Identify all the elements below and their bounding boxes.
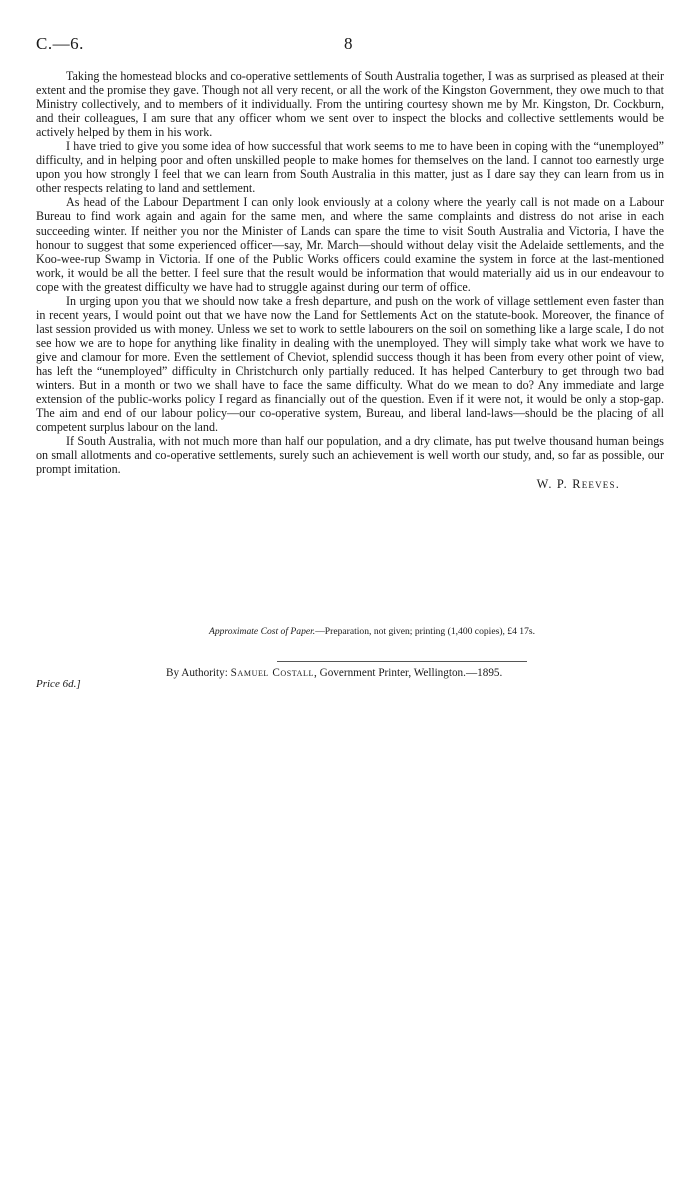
imprint [166,667,502,679]
paragraph: I have tried to give you some idea of how successful that work seems to me to have been in coping with the “unemployed” difficulty, and in helping poor and often unskilled people to make homes for themselves on the land. I cannot too earnestly urge upon you how strongly I feel that we can learn from South Australia in this matter, just as I dare say they can learn from us in other respects relating to land and settlement. [36,139,664,196]
divider [277,661,527,662]
signature: W. P. Reeves. [536,477,620,492]
imprint-suffix: , Government Printer, Wellington.—1895. [314,667,503,679]
paragraph: As head of the Labour Department I can only look enviously at a colony where the yearly call is not made on a Labour Bureau to find work again and again for the same men, and where the same complaints and distress do not arise in each succeeding winter. If neither you nor the Minister of Lands can spare the time to visit South Australia and Victoria, I have the honour to suggest that some experienced officer—say, Mr. March—should without delay visit the Adelaide settlements, and the Koo-wee-rup Swamp in Victoria. If one of the Public Works officers could examine the system in force at the last-mentioned work, it would be all the better. I feel sure that the result would be information that would materially aid us in our endeavour to cope with the greatest difficulty we have had to struggle against during our term of office. [36,195,664,294]
imprint-prefix: By Authority: [166,667,231,679]
price-note: Price 6d.] [36,678,81,690]
paragraph: Taking the homestead blocks and co-operative settlements of South Australia together, I was as surprised as pleased at their extent and the promise they gave. Though not all very recent, or all the work of the Kingston Government, they owe much to that Ministry collectively, and to members of it individually. From the untiring courtesy shown me by Mr. Kingston, Dr. Cockburn, and their colleagues, I am sure that any officer whom we sent over to inspect the blocks and collective settlements would be actively helped by them in his work. [36,69,664,140]
paragraph: In urging upon you that we should now take a fresh departure, and push on the work of village settlement even faster than in recent years, I would point out that we have now the Land for Settlements Act on the statute-book. Moreover, the finance of last session provided us with money. Unless we set to work to settle labourers on the soil on something like a large scale, I do not see how we are to hope for anything like finality in dealing with the unemployed. They will simply take what work we have to give and clamour for more. Even the settlement of Cheviot, splendid success though it has been from every other point of view, has left the “unemployed” difficulty in Christchurch only partially reduced. It has helped Canterbury to get through two bad winters. But in a month or two we shall have to face the same difficulty. What do we mean to do? Any immediate and large extension of the public-works policy I regard as financially out of the question. Even if it were not, it would be only a stop-gap. The aim and end of our labour policy—our co-operative system, Bureau, and liberal land-laws—should be the placing of all competent surplus labour on the land. [36,293,664,435]
imprint-printer: Samuel Costall [230,667,315,679]
page-number: 8 [344,34,353,53]
cost-note-label: Approximate Cost of Paper. [208,626,316,637]
cost-note-text: —Preparation, not given; printing (1,400 copies), £4 17s. [315,626,536,637]
page-header [36,34,664,58]
body-text [36,69,664,491]
document-reference: C.—6. [36,34,84,53]
cost-note [0,626,700,637]
paragraph: If South Australia, with not much more than half our population, and a dry climate, has put twelve thousand human beings on small allotments and co-operative settlements, surely such an achievement is well worth our study, and, so far as possible, our prompt imitation. [36,434,664,477]
